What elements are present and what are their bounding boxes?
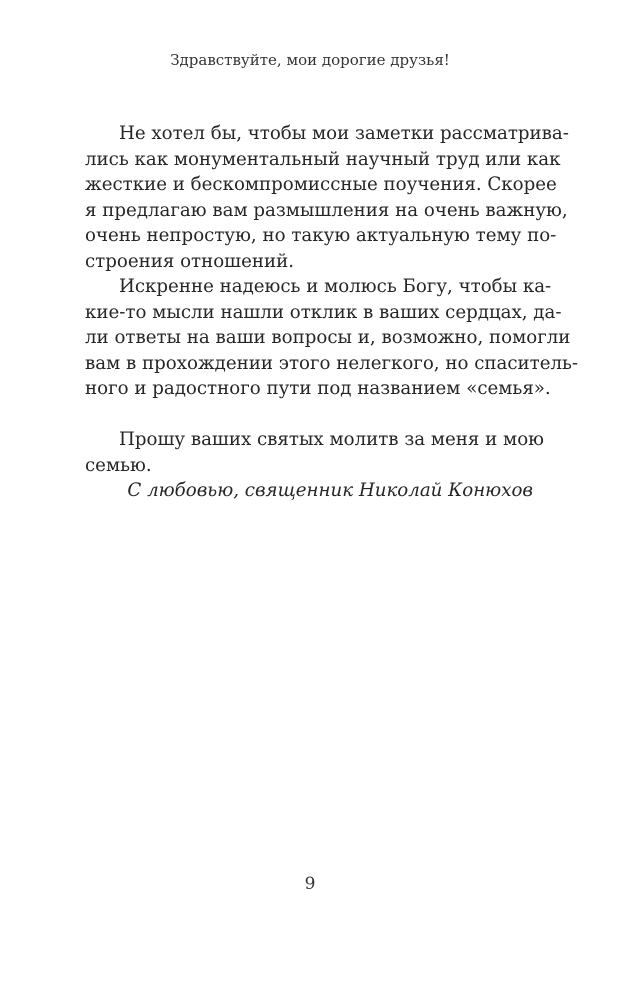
paragraph-3-line-1: Прошу ваших святых молитв за меня и мою [119,429,544,450]
paragraph-2-line-3: ли ответы на ваши вопросы и, возможно, помогли [85,327,571,348]
signature: С любовью, священник Николай Конюхов [127,480,533,501]
paragraph-1-line-2: лись как монументальный научный труд или как [85,148,561,170]
paragraph-3-line-2: семью. [85,454,152,476]
paragraph-2-line-4: вам в прохождении этого нелегкого, но спаситель- [85,352,579,374]
paragraph-2-line-2: кие-то мысли нашли отклик в ваших сердцах, да- [85,301,562,323]
running-head: Здравствуйте, мои дорогие друзья! [170,51,450,69]
paragraph-1-line-5: очень непростую, но такую актуальную тему по- [85,225,557,246]
paragraph-1-line-6: строения отношений. [85,250,295,272]
body-text [85,121,579,504]
paragraph-gap [85,402,533,428]
paragraph-1-line-3: жесткие и бескомпромиссные поучения. Скорее [85,174,557,195]
paragraph-1-line-4: я предлагаю вам размышления на очень важную, [85,199,568,221]
page-number: 9 [304,874,316,894]
paragraph-2-line-5: ного и радостного пути под названием «семья». [85,378,551,399]
paragraph-2-line-1: Искренне надеюсь и молюсь Богу, чтобы ка- [119,276,552,297]
paragraph-1-line-1: Не хотел бы, чтобы мои заметки рассматрива- [119,123,569,144]
